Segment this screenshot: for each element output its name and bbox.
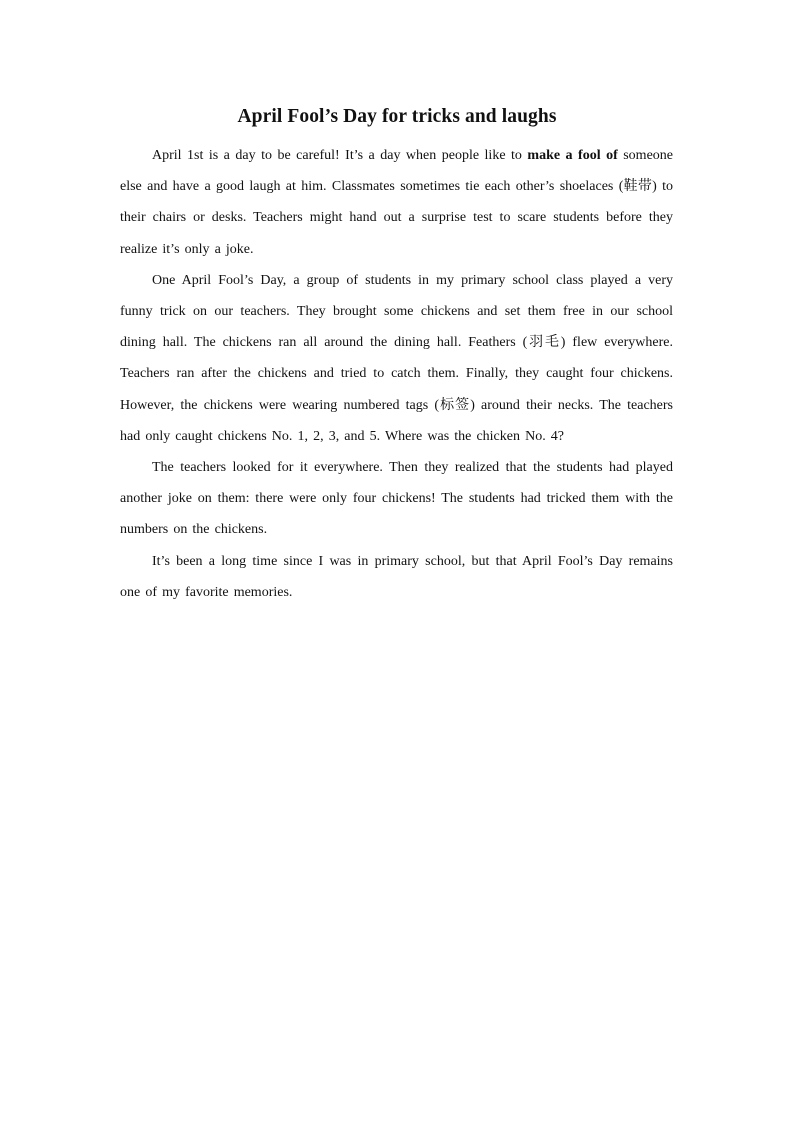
paragraph-3: The teachers looked for it everywhere. Then they realized that the students had played another joke on them: there were only four chickens! The students had tricked them with the numbers on the chickens. [120,460,673,538]
paragraph-1-text-end: someone else and have a good laugh at him. Classmates sometimes tie each other’s shoelaces (鞋带) to their chairs or desks. Teachers might hand out a surprise test to scare students before they realize it’s only a joke. [120,148,674,257]
bold-phrase: make a fool of [527,148,618,163]
paragraph-1 [120,140,673,265]
paragraph-2: One April Fool’s Day, a group of students in my primary school class played a very funny trick on our teachers. They brought some chickens and set them free in our school dining hall. The chickens ran all around the dining hall. Feathers (羽毛) flew everywhere. Teachers ran after the chickens and tried to catch them. Finally, they caught four chickens. However, the chickens were wearing numbered tags (标签) around their necks. The teachers had only caught chickens No. 1, 2, 3, and 5. Where was the chicken No. 4? [120,272,673,444]
document-title: April Fool’s Day for tricks and laughs [237,106,557,127]
document-body [120,140,673,608]
paragraph-4: It’s been a long time since I was in primary school, but that April Fool’s Day remains one of my favorite memories. [120,553,673,600]
paragraph-1-text-start: April 1st is a day to be careful! It’s a day when people like to [152,148,528,163]
